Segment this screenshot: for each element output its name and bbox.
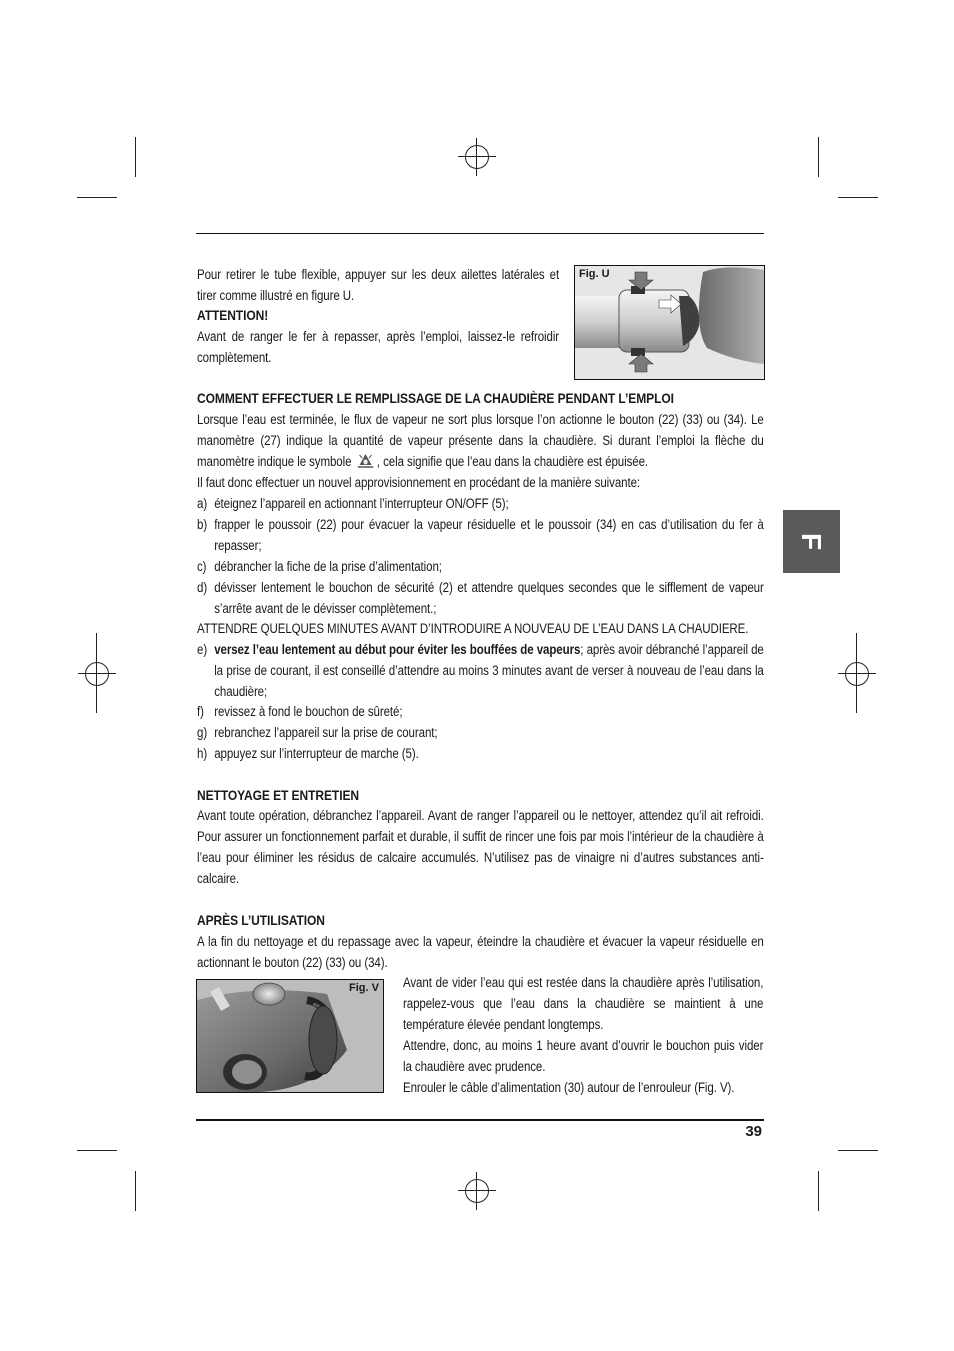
attention-paragraph: Avant de ranger le fer à repasser, après l’emploi, laissez-le refroidir complètement.: [197, 329, 560, 365]
language-tab-label: F: [796, 532, 828, 551]
figure-v: [196, 979, 384, 1093]
refill-heading: COMMENT EFFECTUER LE REMPLISSAGE DE LA CHAUDIÈRE PENDANT L’EMPLOI: [197, 390, 674, 406]
cleaning-paragraph: Avant toute opération, débranchez l’appareil. Avant de ranger l’appareil ou le nettoyer, attendez qu’il ait refroidi. Pour assurer un fonctionnement parfait et durable, il suffit de rincer une fois par mois l’intérieur de la chaudière à l’eau pour éliminer les résidus de calcaire accumulés. N’utilisez pas de vinaigre ni d’autres substances anti-calcaire.: [197, 808, 764, 886]
list-item: h) appuyez sur l’interrupteur de marche (5).: [197, 746, 419, 761]
crop-mark: [838, 1150, 878, 1151]
registration-mark-icon: [458, 138, 496, 176]
crop-mark: [818, 137, 819, 177]
crop-mark: [77, 1150, 117, 1151]
refill-paragraph: [197, 409, 764, 472]
registration-mark-icon: [458, 1172, 496, 1210]
refill-warning: ATTENDRE QUELQUES MINUTES AVANT D’INTRODUIRE A NOUVEAU DE L’EAU DANS LA CHAUDIERE.: [197, 621, 749, 636]
after-use-paragraph: A la fin du nettoyage et du repassage avec la vapeur, éteindre la chaudière et évacuer la vapeur résiduelle en actionnant le bouton (22) (33) ou (34).: [197, 934, 764, 970]
attention-heading: ATTENTION!: [197, 307, 269, 323]
footer-rule: [196, 1119, 764, 1121]
list-item: d) dévisser lentement le bouchon de sécurité (2) et attendre quelques secondes que le sifflement de vapeur s’arrête avant de le dévisser complètement.;: [197, 580, 764, 616]
intro-paragraph: Pour retirer le tube flexible, appuyer sur les deux ailettes latérales et tirer comme illustré en figure U.: [197, 267, 560, 303]
figure-u-label: Fig. U: [579, 268, 610, 280]
list-item: c) débrancher la fiche de la prise d’alimentation;: [197, 559, 442, 574]
language-tab: [783, 510, 840, 573]
refill-paragraph-end: , cela signifie que l’eau dans la chaudière est épuisée.: [376, 454, 649, 469]
refill-steps-a-d: [197, 493, 764, 619]
crop-mark: [818, 1171, 819, 1211]
after-use-paragraph-2: Attendre, donc, au moins 1 heure avant d’ouvrir le bouchon puis vider la chaudière avec prudence.: [403, 1038, 764, 1074]
crop-mark: [135, 137, 136, 177]
registration-mark-icon: [78, 655, 116, 693]
crop-mark: [838, 197, 878, 198]
cleaning-heading: NETTOYAGE ET ENTRETIEN: [197, 787, 360, 803]
page-number: 39: [745, 1123, 762, 1140]
after-use-paragraph-1: Avant de vider l’eau qui est restée dans la chaudière après l’utilisation, rappelez-vous que l’eau dans la chaudière se maintient à une température élevée pendant longtemps.: [403, 975, 764, 1032]
crop-mark: [96, 633, 97, 713]
header-rule: [196, 233, 764, 234]
registration-mark-icon: [838, 655, 876, 693]
step-e-emphasis: versez l’eau lentement au début pour éviter les bouffées de vapeurs: [214, 642, 581, 657]
refill-paragraph-2: Il faut donc effectuer un nouvel approvisionnement en procédant de la manière suivante:: [197, 475, 641, 490]
crop-mark: [77, 197, 117, 198]
hose-release-illustration: [575, 266, 764, 379]
list-item: a) éteignez l’appareil en actionnant l’interrupteur ON/OFF (5);: [197, 496, 509, 511]
after-use-heading: APRÈS L’UTILISATION: [197, 912, 325, 928]
crop-mark: [135, 1171, 136, 1211]
refill-step-e: [197, 639, 764, 702]
list-item: e) versez l’eau lentement au début pour éviter les bouffées de vapeurs; après avoir débranché l’appareil de la prise de courant, il est conseillé d’attendre au moins 3 minutes avant de verser à nouveau de l’eau dans la chaudière;: [197, 642, 764, 699]
cable-winding-illustration: [197, 980, 383, 1092]
list-item: f) revissez à fond le bouchon de sûreté;: [197, 704, 403, 719]
refill-paragraph-start: Lorsque l’eau est terminée, le flux de vapeur ne sort plus lorsque l’on actionne le bouton (22) (33) ou (34). Le manomètre (27) indique la quantité de vapeur présente dans la chaudière. Si durant l’emploi la flèche du manomètre indique le symbole: [197, 412, 764, 469]
step-e-text: ; après avoir débranché l’appareil de la prise de courant, il est conseillé d’attendre au moins 3 minutes avant de verser à nouveau de l’eau dans la chaudière;: [214, 642, 764, 699]
list-item: g) rebranchez l’appareil sur la prise de courant;: [197, 725, 438, 740]
figure-v-label: Fig. V: [349, 982, 379, 994]
figure-u: [574, 265, 765, 380]
empty-boiler-symbol-icon: [357, 453, 374, 469]
refill-steps-f-h: [197, 701, 764, 764]
crop-mark: [856, 633, 857, 713]
after-use-paragraph-3: Enrouler le câble d’alimentation (30) autour de l’enrouleur (Fig. V).: [403, 1080, 735, 1095]
list-item: b) frapper le poussoir (22) pour évacuer la vapeur résiduelle et le poussoir (34) en cas d’utilisation du fer à repasser;: [197, 517, 764, 553]
